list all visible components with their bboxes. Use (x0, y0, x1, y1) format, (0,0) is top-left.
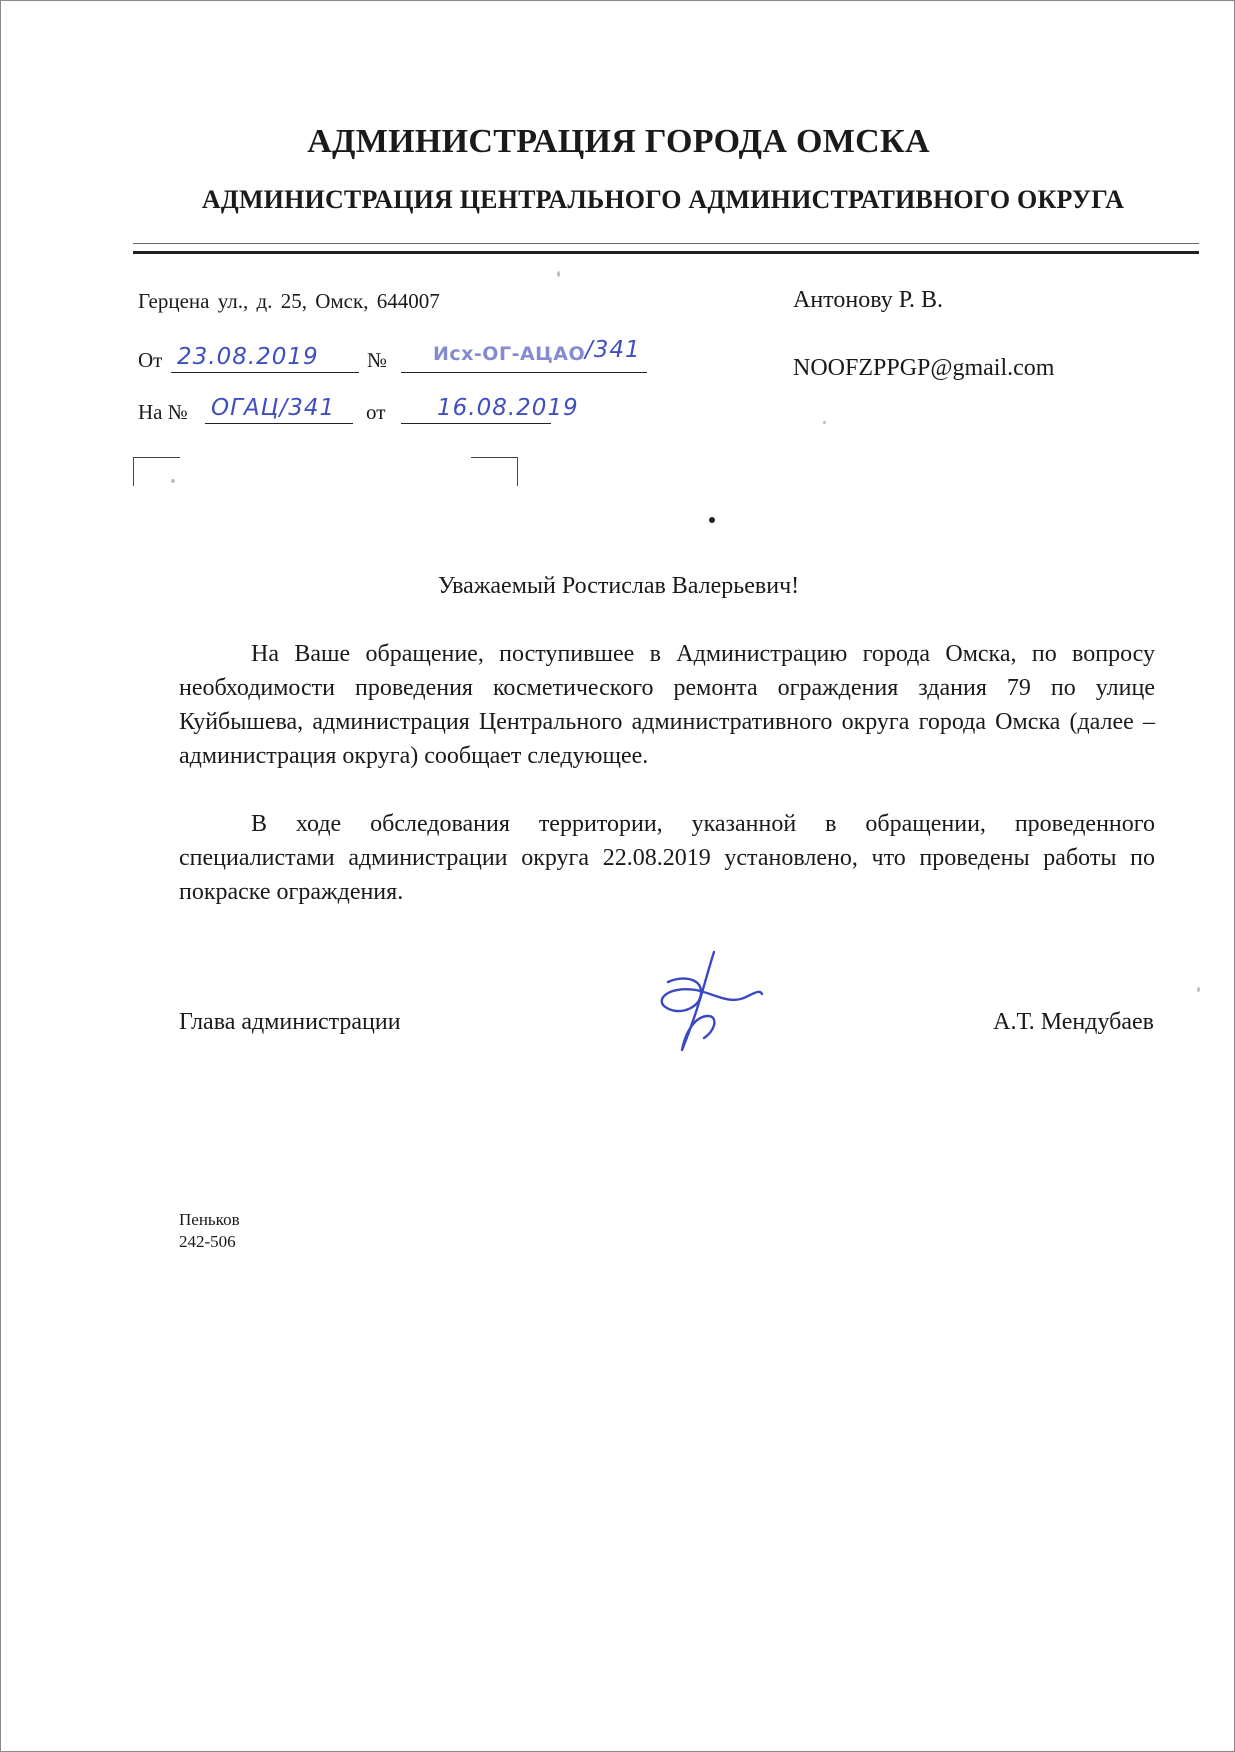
incoming-date-label: от (366, 400, 386, 424)
paragraph-2 (179, 807, 1155, 909)
address-corner-right (471, 457, 518, 486)
scan-speck (557, 271, 560, 277)
scan-speck (1197, 987, 1200, 992)
org-name: АДМИНИСТРАЦИЯ ГОРОДА ОМСКА (307, 123, 930, 160)
executor-block (179, 1209, 240, 1253)
header-divider-thin (133, 243, 1199, 244)
paragraph-1 (179, 637, 1155, 773)
incoming-row (138, 400, 188, 425)
executor-name: Пеньков (179, 1210, 240, 1229)
sub-org-name: АДМИНИСТРАЦИЯ ЦЕНТРАЛЬНОГО АДМИНИСТРАТИВНОГО ОКРУГА (201, 185, 1125, 214)
number-label: № (367, 348, 388, 372)
scan-speck (823, 421, 826, 424)
outgoing-date: 23.08.2019 (177, 344, 319, 370)
paragraph-2-text: В ходе обследования территории, указанной в обращении, проведенного специалистами администрации округа 22.08.2019 установлено, что проведены работы по покраске ограждения. (179, 811, 1155, 905)
incoming-date: 16.08.2019 (437, 395, 579, 421)
outgoing-row (138, 348, 162, 373)
incoming-ref-line (205, 423, 353, 424)
outgoing-number-stamp: Исх-ОГ-АЦАО (433, 343, 586, 365)
scan-dot (709, 517, 715, 523)
outgoing-date-line (171, 372, 359, 373)
executor-phone: 242-506 (179, 1232, 236, 1251)
outgoing-number-line (401, 372, 647, 373)
signer-position: Глава администрации (179, 1009, 401, 1035)
sender-address: Герцена ул., д. 25, Омск, 644007 (138, 289, 440, 313)
recipient-name: Антонову Р. В. (793, 287, 944, 313)
salutation: Уважаемый Ростислав Валерьевич! (437, 573, 800, 599)
incoming-date-line (401, 423, 551, 424)
from-label: От (138, 348, 163, 372)
header-divider-thick (133, 251, 1199, 254)
outgoing-number-hand: /341 (585, 337, 641, 363)
recipient-email: NOOFZPPGP@gmail.com (793, 355, 1055, 381)
scan-speck (171, 479, 175, 483)
signer-name: А.Т. Мендубаев (993, 1009, 1154, 1035)
incoming-ref-number: ОГАЦ/341 (211, 395, 336, 421)
paragraph-1-text: На Ваше обращение, поступившее в Администрацию города Омска, по вопросу необходимости проведения косметического ремонта ограждения здания 79 по улице Куйбышева, администрация Центрального административного округа города Омска (далее – администрация округа) сообщает следующее. (179, 641, 1155, 769)
ref-label: На № (138, 400, 188, 424)
handwritten-signature (656, 946, 766, 1066)
